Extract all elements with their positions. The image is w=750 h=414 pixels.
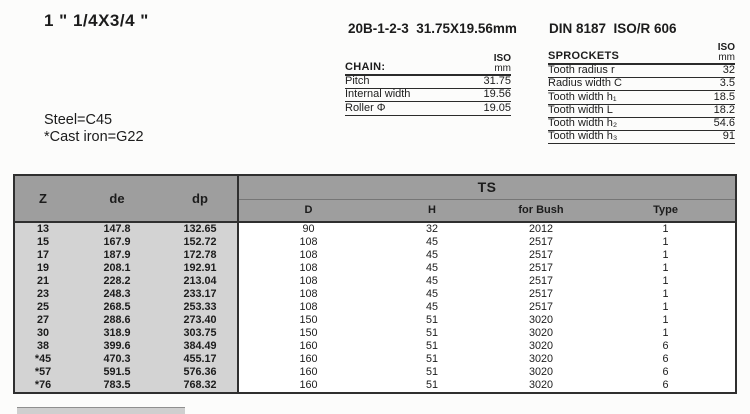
spec-value: 19.05: [483, 101, 511, 114]
table-cell: *76: [14, 379, 71, 393]
chain-spec-title: CHAIN:: [345, 61, 386, 73]
table-cell: *45: [14, 353, 71, 366]
table-cell: 51: [378, 353, 486, 366]
table-row: [14, 340, 736, 353]
spec-label: Tooth width L: [548, 103, 613, 116]
table-cell: 1: [596, 249, 736, 262]
table-cell: 160: [238, 340, 378, 353]
spec-label: Pitch: [345, 75, 370, 88]
table-cell: 783.5: [71, 379, 163, 393]
unit-mm-label: mm: [718, 51, 735, 63]
table-cell: 15: [14, 236, 71, 249]
table-cell: 25: [14, 301, 71, 314]
table-cell: *57: [14, 366, 71, 379]
table-cell: 3020: [486, 327, 596, 340]
table-cell: 108: [238, 262, 378, 275]
table-cell: 108: [238, 249, 378, 262]
table-cell: 152.72: [163, 236, 238, 249]
table-cell: 45: [378, 236, 486, 249]
spec-row: [548, 105, 735, 118]
spec-label: Radius width C: [548, 77, 622, 90]
table-cell: 208.1: [71, 262, 163, 275]
table-cell: 268.5: [71, 301, 163, 314]
table-row: [14, 288, 736, 301]
table-cell: 17: [14, 249, 71, 262]
chain-spec-table: [345, 54, 511, 116]
table-cell: 150: [238, 327, 378, 340]
table-cell: 288.6: [71, 314, 163, 327]
spec-label: Tooth radius r: [548, 64, 615, 77]
table-cell: 19: [14, 262, 71, 275]
table-cell: 248.3: [71, 288, 163, 301]
table-cell: 1: [596, 314, 736, 327]
table-cell: 273.40: [163, 314, 238, 327]
table-cell: 2517: [486, 301, 596, 314]
chain-spec-units: [494, 54, 511, 73]
table-cell: 1: [596, 222, 736, 236]
table-cell: 132.65: [163, 222, 238, 236]
chain-code-heading: 20B-1-2-3 31.75X19.56mm: [348, 21, 517, 36]
table-cell: 21: [14, 275, 71, 288]
table-cell: 2517: [486, 275, 596, 288]
spec-value: 18.5: [713, 90, 735, 103]
table-cell: 213.04: [163, 275, 238, 288]
table-cell: 2012: [486, 222, 596, 236]
spec-row: [548, 118, 735, 131]
table-cell: 147.8: [71, 222, 163, 236]
table-cell: 3020: [486, 314, 596, 327]
sprockets-spec-units: [718, 43, 735, 62]
table-cell: 253.33: [163, 301, 238, 314]
spec-row: [548, 131, 735, 144]
table-cell: 51: [378, 340, 486, 353]
table-cell: 3020: [486, 353, 596, 366]
table-cell: 192.91: [163, 262, 238, 275]
standard-heading: DIN 8187 ISO/R 606: [549, 21, 677, 36]
table-cell: 591.5: [71, 366, 163, 379]
table-cell: 108: [238, 301, 378, 314]
sprockets-spec-table: [548, 43, 735, 144]
spec-row: [345, 89, 511, 102]
table-cell: 13: [14, 222, 71, 236]
table-cell: 2517: [486, 249, 596, 262]
table-cell: 51: [378, 366, 486, 379]
sprockets-spec-rows: [548, 65, 735, 144]
table-cell: 45: [378, 262, 486, 275]
material-notes: [44, 112, 144, 146]
table-cell: 384.49: [163, 340, 238, 353]
spec-value: 3.5: [719, 77, 735, 90]
table-cell: 768.32: [163, 379, 238, 393]
spec-label: Roller Φ: [345, 101, 386, 114]
table-cell: 303.75: [163, 327, 238, 340]
spec-row: [548, 91, 735, 104]
col-header-de: de: [71, 175, 163, 222]
table-cell: 2517: [486, 262, 596, 275]
table-row: [14, 301, 736, 314]
table-cell: 1: [596, 236, 736, 249]
table-cell: 167.9: [71, 236, 163, 249]
table-row: [14, 275, 736, 288]
table-row: [14, 262, 736, 275]
table-cell: 45: [378, 301, 486, 314]
col-header-dp: dp: [163, 175, 238, 222]
spec-row: [345, 76, 511, 89]
spec-row: [548, 78, 735, 91]
table-row: [14, 236, 736, 249]
table-cell: 2517: [486, 288, 596, 301]
table-header-row-groups: [14, 175, 736, 199]
table-cell: 576.36: [163, 366, 238, 379]
sprockets-spec-title: SPROCKETS: [548, 50, 620, 62]
table-cell: 160: [238, 366, 378, 379]
table-cell: 6: [596, 366, 736, 379]
table-cell: 172.78: [163, 249, 238, 262]
table-cell: 160: [238, 379, 378, 393]
table-row: [14, 379, 736, 393]
table-cell: 160: [238, 353, 378, 366]
table-cell: 45: [378, 275, 486, 288]
table-cell: 2517: [486, 236, 596, 249]
col-header-z: Z: [14, 175, 71, 222]
spec-label: Tooth width h₂: [548, 116, 618, 129]
sprocket-dimensions-section: [13, 174, 737, 394]
table-cell: 1: [596, 288, 736, 301]
table-cell: 108: [238, 275, 378, 288]
col-header-type: Type: [596, 199, 736, 222]
sprockets-spec-header: [548, 43, 735, 65]
table-row: [14, 249, 736, 262]
table-cell: 108: [238, 236, 378, 249]
table-row: [14, 366, 736, 379]
table-cell: 6: [596, 379, 736, 393]
table-row: [14, 327, 736, 340]
material-note-steel: Steel=C45: [44, 112, 113, 128]
table-cell: 455.17: [163, 353, 238, 366]
col-header-bush: for Bush: [486, 199, 596, 222]
table-cell: 399.6: [71, 340, 163, 353]
spec-label: Tooth width h₁: [548, 90, 617, 103]
page-title: 1 " 1/4X3/4 ": [44, 11, 149, 30]
spec-value: 31.75: [483, 75, 511, 88]
table-cell: 6: [596, 353, 736, 366]
col-header-h: H: [378, 199, 486, 222]
table-cell: 6: [596, 340, 736, 353]
table-row: [14, 222, 736, 236]
spec-value: 91: [722, 130, 735, 143]
sprocket-dimensions-table: [13, 174, 737, 394]
table-cell: 3020: [486, 366, 596, 379]
table-cell: 3020: [486, 340, 596, 353]
table-cell: 51: [378, 314, 486, 327]
table-cell: 27: [14, 314, 71, 327]
spec-value: 32: [722, 64, 735, 77]
spec-value: 18.2: [713, 103, 735, 116]
table-cell: 1: [596, 262, 736, 275]
table-cell: 150: [238, 314, 378, 327]
next-section-edge: [17, 407, 185, 414]
table-cell: 30: [14, 327, 71, 340]
unit-system-label: ISO: [493, 53, 511, 64]
table-cell: 45: [378, 249, 486, 262]
table-cell: 45: [378, 288, 486, 301]
spec-row: [548, 65, 735, 78]
table-cell: 1: [596, 327, 736, 340]
chain-spec-rows: [345, 76, 511, 116]
table-cell: 228.2: [71, 275, 163, 288]
table-cell: 470.3: [71, 353, 163, 366]
table-row: [14, 314, 736, 327]
table-cell: 3020: [486, 379, 596, 393]
table-cell: 108: [238, 288, 378, 301]
unit-mm-label: mm: [494, 62, 511, 74]
unit-system-label: ISO: [717, 42, 735, 53]
table-cell: 1: [596, 301, 736, 314]
spec-value: 54.6: [713, 116, 735, 129]
table-cell: 90: [238, 222, 378, 236]
table-cell: 51: [378, 379, 486, 393]
table-cell: 51: [378, 327, 486, 340]
table-cell: 38: [14, 340, 71, 353]
chain-spec-header: [345, 54, 511, 76]
col-group-header-ts: TS: [238, 175, 736, 199]
spec-value: 19.56: [483, 88, 511, 101]
col-header-d: D: [238, 199, 378, 222]
table-cell: 318.9: [71, 327, 163, 340]
table-cell: 233.17: [163, 288, 238, 301]
spec-row: [345, 102, 511, 115]
table-cell: 23: [14, 288, 71, 301]
spec-label: Internal width: [345, 88, 411, 101]
table-cell: 187.9: [71, 249, 163, 262]
table-cell: 1: [596, 275, 736, 288]
spec-label: Tooth width h₃: [548, 130, 618, 143]
material-note-cast-iron: *Cast iron=G22: [44, 129, 144, 145]
table-cell: 32: [378, 222, 486, 236]
table-row: [14, 353, 736, 366]
table-body: [14, 222, 736, 393]
